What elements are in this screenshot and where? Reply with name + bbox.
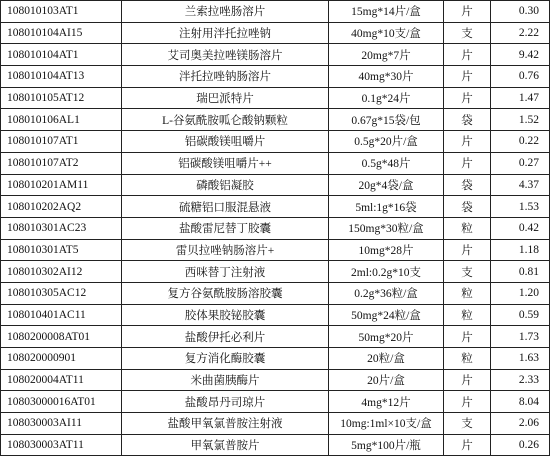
drug-name-cell: 磷酸铝凝胶: [122, 174, 329, 196]
drug-spec-cell: 4mg*12片: [329, 391, 444, 413]
drug-spec-cell: 50mg*20片: [329, 326, 444, 348]
drug-price-cell: 1.52: [491, 109, 550, 131]
drug-spec-cell: 5mg*100片/瓶: [329, 434, 444, 456]
drug-code-cell: 108010107AT2: [1, 152, 122, 174]
drug-price-cell: 0.26: [491, 434, 550, 456]
drug-code-cell: 108010104AT1: [1, 44, 122, 66]
drug-code-cell: 108030003AT11: [1, 434, 122, 456]
table-row: [1, 1, 550, 23]
drug-name-cell: 瑞巴派特片: [122, 87, 329, 109]
drug-spec-cell: 40mg*10支/盒: [329, 22, 444, 44]
drug-price-cell: 4.37: [491, 174, 550, 196]
drug-name-cell: 米曲菌胰酶片: [122, 369, 329, 391]
drug-spec-cell: 0.67g*15袋/包: [329, 109, 444, 131]
drug-code-cell: 108010105AT12: [1, 87, 122, 109]
table-row: [1, 413, 550, 435]
drug-unit-cell: 片: [444, 1, 491, 23]
drug-unit-cell: 支: [444, 22, 491, 44]
drug-unit-cell: 片: [444, 369, 491, 391]
table-row: [1, 66, 550, 88]
drug-name-cell: 泮托拉唑钠肠溶片: [122, 66, 329, 88]
drug-name-cell: L-谷氨酰胺呱仑酸钠颗粒: [122, 109, 329, 131]
drug-name-cell: 胶体果胶铋胶囊: [122, 304, 329, 326]
drug-code-cell: 108010305AC12: [1, 282, 122, 304]
drug-price-cell: 1.63: [491, 348, 550, 370]
drug-name-cell: 铝碳酸镁咀嚼片: [122, 131, 329, 153]
drug-price-cell: 1.18: [491, 239, 550, 261]
drug-unit-cell: 袋: [444, 196, 491, 218]
table-row: [1, 22, 550, 44]
drug-code-cell: 108010103AT1: [1, 1, 122, 23]
drug-name-cell: 甲氧氯普胺片: [122, 434, 329, 456]
drug-code-cell: 108010301AC23: [1, 217, 122, 239]
drug-price-cell: 2.33: [491, 369, 550, 391]
drug-spec-cell: 150mg*30粒/盒: [329, 217, 444, 239]
drug-unit-cell: 袋: [444, 109, 491, 131]
drug-name-cell: 注射用泮托拉唑钠: [122, 22, 329, 44]
drug-unit-cell: 粒: [444, 304, 491, 326]
table-row: [1, 131, 550, 153]
table-row: [1, 434, 550, 456]
drug-unit-cell: 粒: [444, 282, 491, 304]
drug-spec-cell: 0.5g*20片/盒: [329, 131, 444, 153]
drug-code-cell: 108010401AC11: [1, 304, 122, 326]
drug-unit-cell: 粒: [444, 217, 491, 239]
table-row: [1, 87, 550, 109]
drug-code-cell: 108010202AQ2: [1, 196, 122, 218]
drug-price-cell: 0.30: [491, 1, 550, 23]
drug-code-cell: 108010104AT13: [1, 66, 122, 88]
table-row: [1, 239, 550, 261]
drug-spec-cell: 20粒/盒: [329, 348, 444, 370]
drug-name-cell: 铝碳酸镁咀嚼片++: [122, 152, 329, 174]
drug-price-cell: 0.81: [491, 261, 550, 283]
table-row: [1, 304, 550, 326]
drug-unit-cell: 袋: [444, 174, 491, 196]
table-row: [1, 391, 550, 413]
drug-price-cell: 1.20: [491, 282, 550, 304]
drug-price-cell: 0.42: [491, 217, 550, 239]
drug-code-cell: 108010107AT1: [1, 131, 122, 153]
drug-unit-cell: 片: [444, 66, 491, 88]
drug-spec-cell: 5ml:1g*16袋: [329, 196, 444, 218]
drug-code-cell: 1080200008AT01: [1, 326, 122, 348]
drug-unit-cell: 支: [444, 261, 491, 283]
drug-code-cell: 108030003AI11: [1, 413, 122, 435]
drug-name-cell: 硫糖铝口服混悬液: [122, 196, 329, 218]
drug-name-cell: 盐酸伊托必利片: [122, 326, 329, 348]
drug-name-cell: 盐酸昂丹司琼片: [122, 391, 329, 413]
drug-price-cell: 2.22: [491, 22, 550, 44]
drug-unit-cell: 片: [444, 326, 491, 348]
drug-spec-cell: 50mg*24粒/盒: [329, 304, 444, 326]
table-row: [1, 174, 550, 196]
drug-unit-cell: 片: [444, 391, 491, 413]
drug-price-cell: 8.04: [491, 391, 550, 413]
drug-spec-cell: 40mg*30片: [329, 66, 444, 88]
table-row: [1, 196, 550, 218]
table-body: [1, 1, 550, 456]
drug-name-cell: 盐酸雷尼替丁胶囊: [122, 217, 329, 239]
drug-unit-cell: 片: [444, 434, 491, 456]
drug-spec-cell: 10mg:1ml×10支/盒: [329, 413, 444, 435]
drug-name-cell: 复方消化酶胶囊: [122, 348, 329, 370]
drug-price-cell: 0.59: [491, 304, 550, 326]
table-row: [1, 109, 550, 131]
drug-spec-cell: 20mg*7片: [329, 44, 444, 66]
drug-code-cell: 108010104AI15: [1, 22, 122, 44]
drug-unit-cell: 粒: [444, 348, 491, 370]
drug-spec-cell: 2ml:0.2g*10支: [329, 261, 444, 283]
drug-price-cell: 2.06: [491, 413, 550, 435]
drug-spec-cell: 20g*4袋/盒: [329, 174, 444, 196]
drug-price-cell: 0.76: [491, 66, 550, 88]
drug-spec-cell: 0.5g*48片: [329, 152, 444, 174]
drug-code-cell: 108010106AL1: [1, 109, 122, 131]
drug-unit-cell: 片: [444, 87, 491, 109]
table-row: [1, 152, 550, 174]
drug-price-cell: 1.47: [491, 87, 550, 109]
drug-price-cell: 0.22: [491, 131, 550, 153]
table-row: [1, 369, 550, 391]
drug-price-cell: 1.53: [491, 196, 550, 218]
drug-unit-cell: 片: [444, 239, 491, 261]
drug-unit-cell: 片: [444, 152, 491, 174]
drug-name-cell: 兰索拉唑肠溶片: [122, 1, 329, 23]
drug-name-cell: 盐酸甲氧氯普胺注射液: [122, 413, 329, 435]
drug-spec-cell: 0.1g*24片: [329, 87, 444, 109]
table-row: [1, 348, 550, 370]
table-row: [1, 261, 550, 283]
drug-price-cell: 1.73: [491, 326, 550, 348]
drug-spec-cell: 20片/盒: [329, 369, 444, 391]
drug-price-cell: 0.27: [491, 152, 550, 174]
drug-spec-cell: 10mg*28片: [329, 239, 444, 261]
drug-unit-cell: 支: [444, 413, 491, 435]
drug-code-cell: 108020004AT11: [1, 369, 122, 391]
table-row: [1, 326, 550, 348]
drug-code-cell: 108020000901: [1, 348, 122, 370]
table-row: [1, 44, 550, 66]
drug-unit-cell: 片: [444, 131, 491, 153]
drug-code-cell: 108010301AT5: [1, 239, 122, 261]
drug-code-cell: 108010201AM11: [1, 174, 122, 196]
table-row: [1, 217, 550, 239]
drug-code-cell: 10803000016AT01: [1, 391, 122, 413]
drug-spec-cell: 15mg*14片/盒: [329, 1, 444, 23]
drug-code-cell: 108010302AI12: [1, 261, 122, 283]
drug-name-cell: 西咪替丁注射液: [122, 261, 329, 283]
drug-name-cell: 复方谷氨酰胺肠溶胶囊: [122, 282, 329, 304]
drug-name-cell: 雷贝拉唑钠肠溶片+: [122, 239, 329, 261]
drug-spec-cell: 0.2g*36粒/盒: [329, 282, 444, 304]
table-row: [1, 282, 550, 304]
drug-unit-cell: 片: [444, 44, 491, 66]
drug-price-cell: 9.42: [491, 44, 550, 66]
drug-name-cell: 艾司奥美拉唑镁肠溶片: [122, 44, 329, 66]
